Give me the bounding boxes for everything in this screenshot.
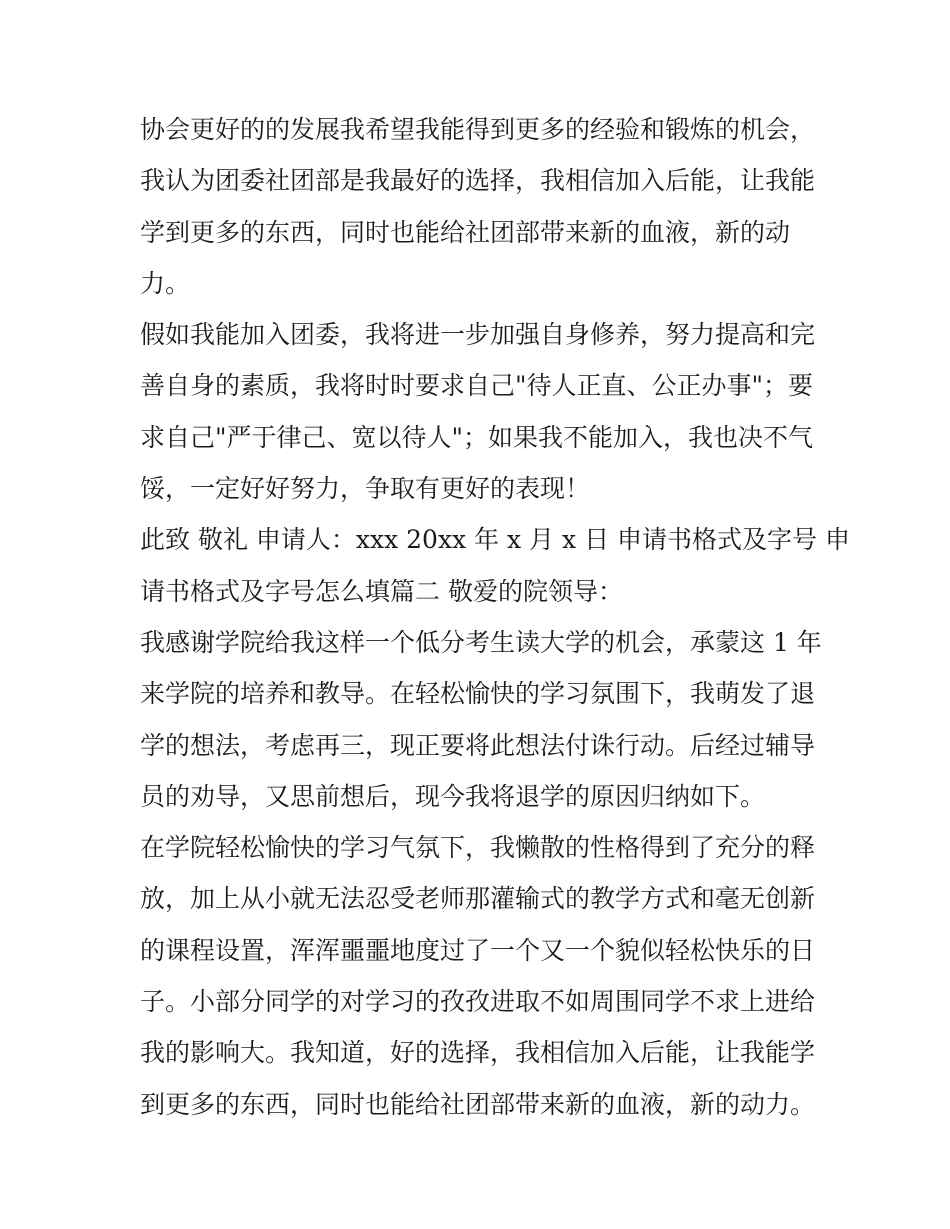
text-line: 学的想法，考虑再三，现正要将此想法付诛行动。后经过辅导 — [140, 730, 816, 760]
text-line: 我感谢学院给我这样一个低分考生读大学的机会，承蒙这 1 年 — [140, 627, 822, 657]
paragraph-2 — [140, 309, 820, 514]
text-line: 我认为团委社团部是我最好的选择，我相信加入后能，让我能 — [140, 166, 816, 196]
paragraph-4 — [140, 617, 820, 822]
text-line: 善自身的素质，我将时时要求自己"待人正直、公正办事"；要 — [140, 371, 814, 401]
text-line: 求自己"严于律己、宽以待人"；如果我不能加入，我也决不气 — [140, 422, 814, 452]
text-line: 在学院轻松愉快的学习气氛下，我懒散的性格得到了充分的释 — [140, 833, 816, 863]
text-line: 馁，一定好好努力，争取有更好的表现！ — [140, 474, 591, 504]
text-line: 协会更好的的发展我希望我能得到更多的经验和锻炼的机会， — [140, 115, 816, 144]
text-line: 来学院的培养和教导。在轻松愉快的学习氛围下，我萌发了退 — [140, 679, 816, 709]
text-line: 我的影响大。我知道，好的选择，我相信加入后能，让我能学 — [140, 1038, 816, 1068]
text-line: 假如我能加入团委，我将进一步加强自身修养，努力提高和完 — [140, 320, 816, 350]
paragraph-1 — [140, 104, 820, 309]
text-line: 请书格式及字号怎么填篇二 敬爱的院领导： — [140, 576, 623, 606]
text-line: 子。小部分同学的对学习的孜孜进取不如周围同学不求上进给 — [140, 987, 816, 1017]
text-line: 学到更多的东西，同时也能给社团部带来新的血液，新的动 — [140, 217, 791, 247]
text-line: 的课程设置，浑浑噩噩地度过了一个又一个貌似轻松快乐的日 — [140, 935, 816, 965]
paragraph-5 — [140, 822, 820, 1130]
text-line: 员的劝导，又思前想后，现今我将退学的原因归纳如下。 — [140, 781, 766, 811]
text-line: 此致 敬礼 申请人：xxx 20xx 年 x 月 x 日 申请书格式及字号 申 — [140, 525, 850, 555]
text-line: 放，加上从小就无法忍受老师那灌输式的教学方式和毫无创新 — [140, 884, 816, 914]
text-line: 力。 — [140, 268, 191, 298]
text-line: 到更多的东西，同时也能给社团部带来新的血液，新的动力。 — [140, 1089, 816, 1119]
document-body — [140, 104, 850, 1130]
paragraph-3 — [140, 514, 850, 617]
